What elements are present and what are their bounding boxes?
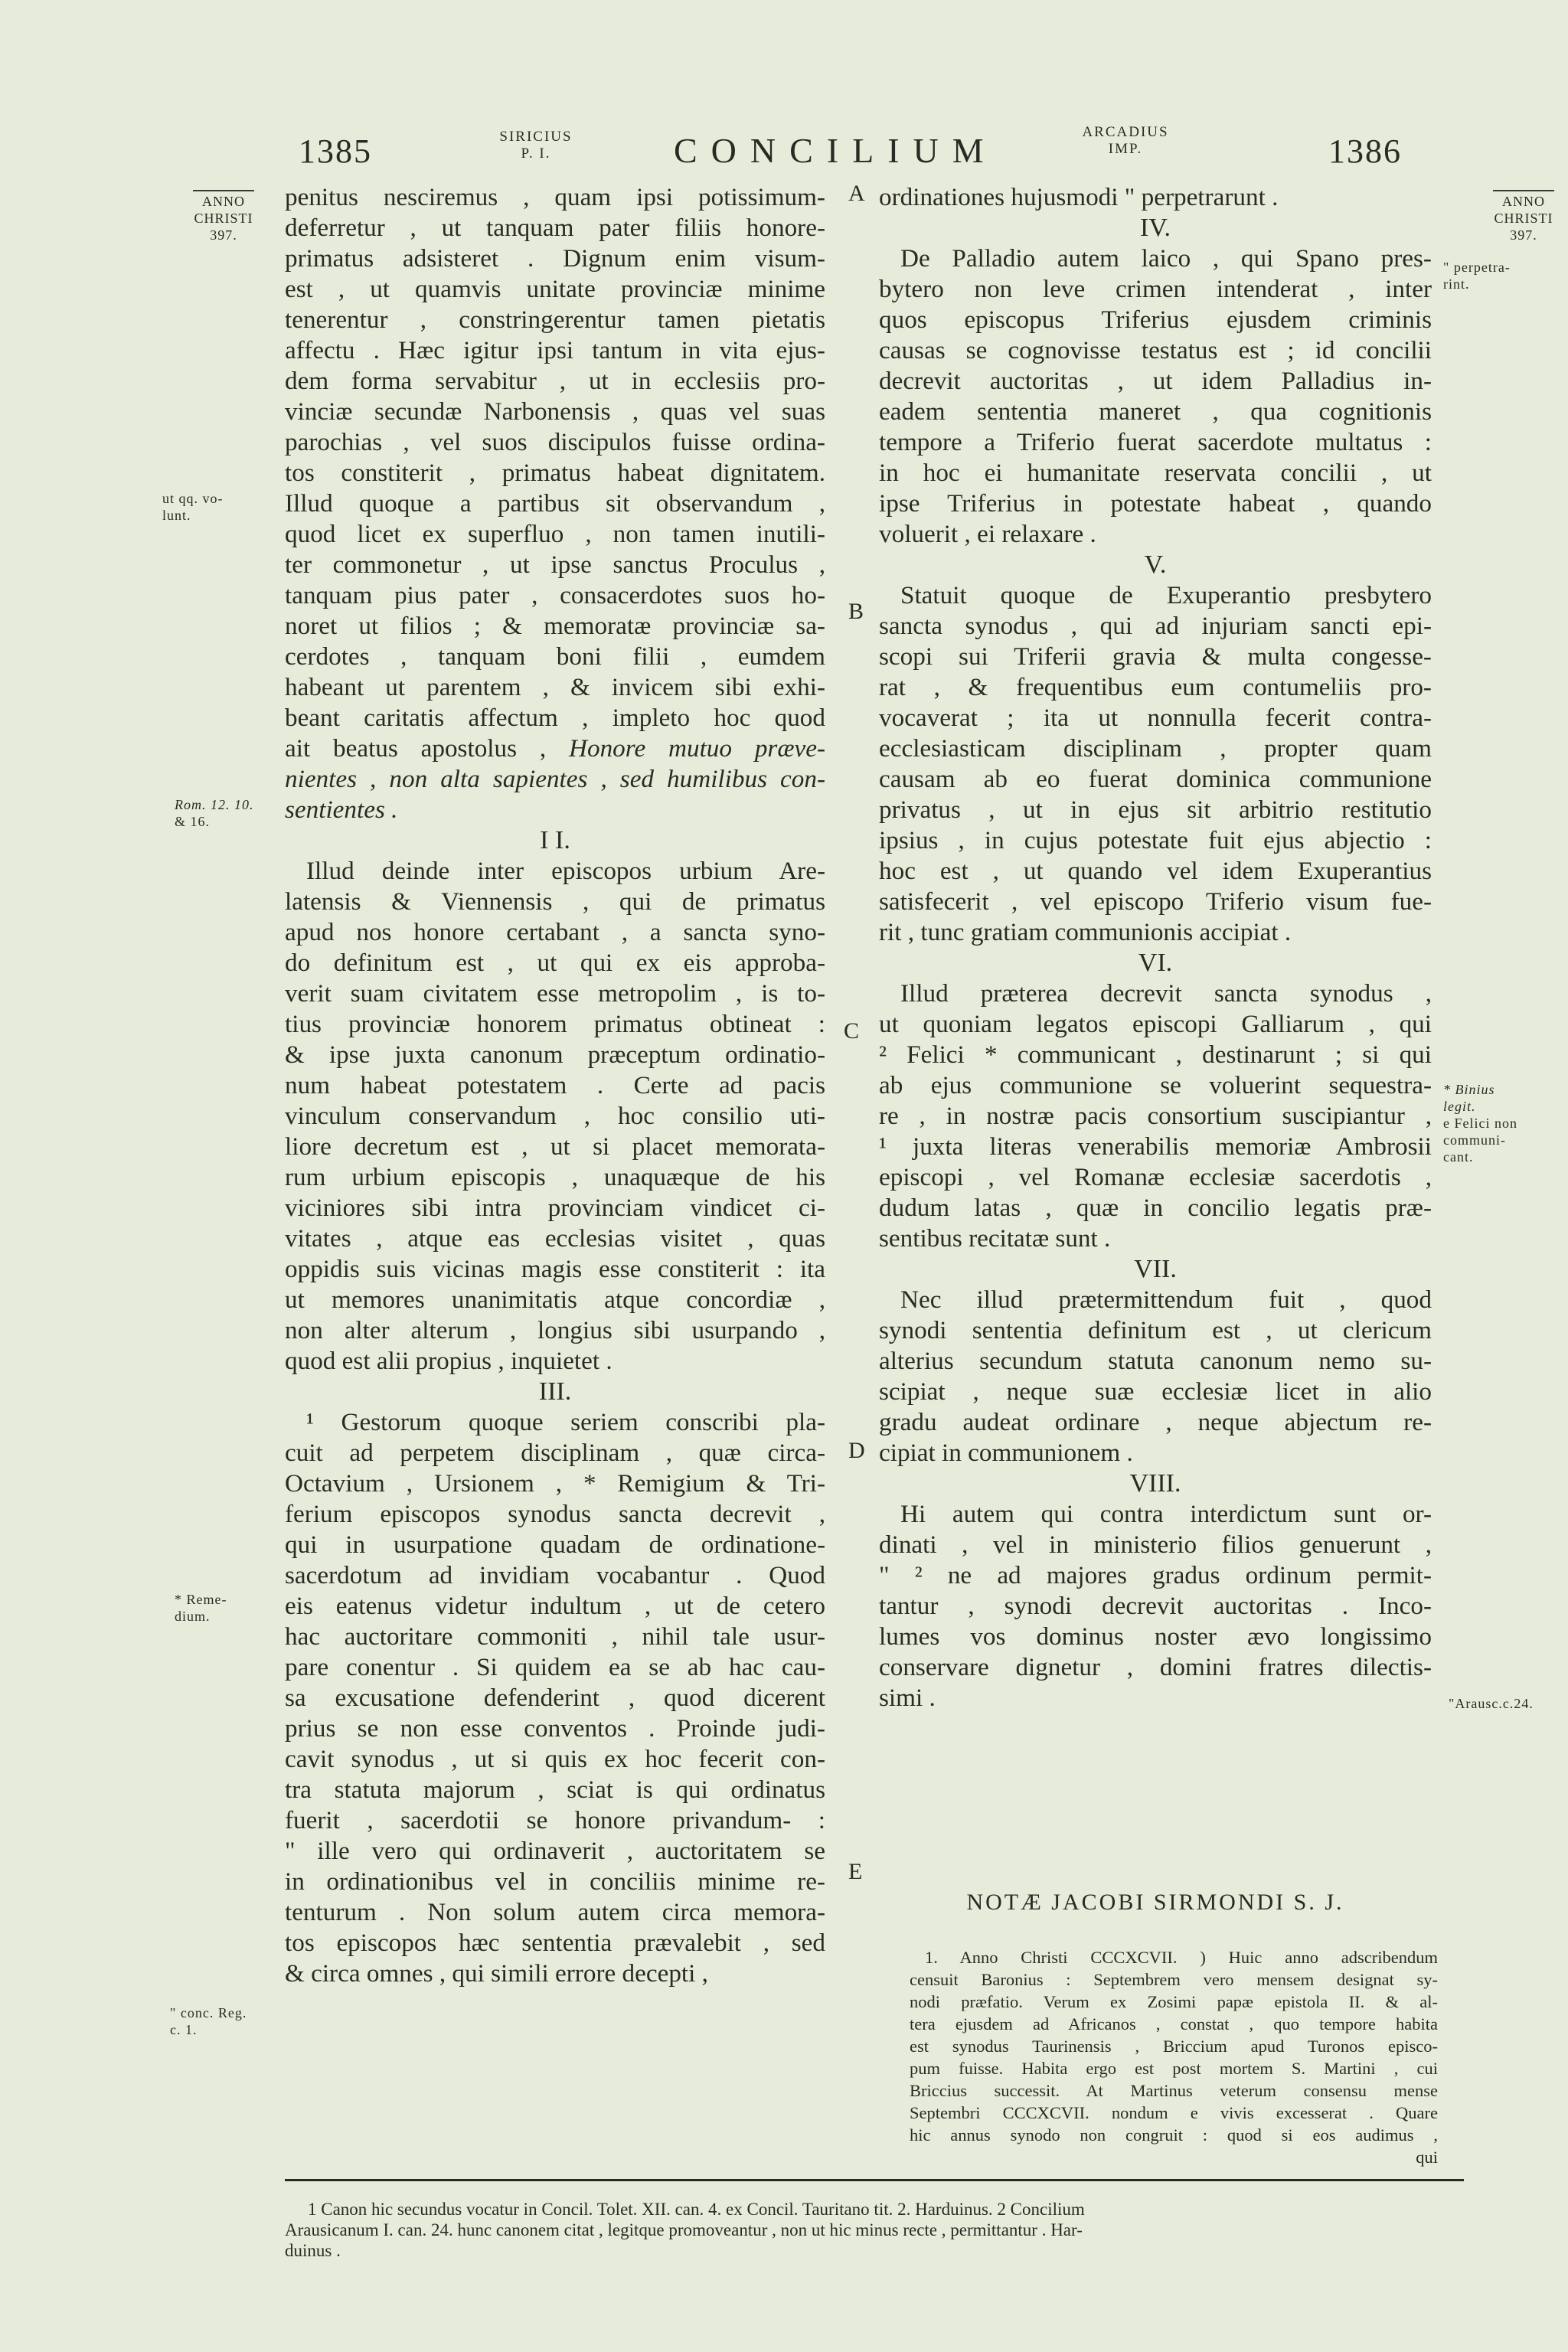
text-line: tos episcopos hæc sententia prævalebit , sed xyxy=(285,1929,825,1957)
section-heading-vii: VII. xyxy=(1134,1255,1177,1283)
text-line: num habeat potestatem . Certe ad pacis xyxy=(285,1071,825,1099)
margin-note-right-3 xyxy=(1449,1695,1563,1712)
text-line: Octavium , Ursionem , * Remigium & Tri- xyxy=(285,1469,825,1498)
text-line: sancta synodus , qui ad injuriam sancti epi- xyxy=(879,612,1432,640)
text-line: rum urbium episcopis , unaquæque de his xyxy=(285,1163,825,1191)
page-number-right: 1386 xyxy=(1328,132,1402,170)
margin-note-line: cant. xyxy=(1443,1149,1474,1165)
text-line: ² Felici * communicant , destinarunt ; si qui xyxy=(879,1040,1432,1069)
text-line: conservare dignetur , domini fratres dilectis- xyxy=(879,1653,1432,1681)
margin-note-line: rint. xyxy=(1443,276,1470,292)
footnote xyxy=(285,2199,1456,2261)
note-line: censuit Baronius : Septembrem vero mensem designat sy- xyxy=(910,1970,1438,1989)
text-line: parochias , vel suos discipulos fuisse ordina- xyxy=(285,428,825,456)
text-line: rit , tunc gratiam communionis accipiat . xyxy=(879,918,1292,946)
left-paragraph-arelatensis xyxy=(285,856,825,1377)
text-line: cuit ad perpetem disciplinam , quæ circa- xyxy=(285,1439,825,1467)
text-line: cipiat in communionem . xyxy=(879,1439,1133,1467)
margin-note-line: e Felici non xyxy=(1443,1116,1517,1131)
text-line: causas se cognovisse testatus est ; id concilii xyxy=(879,336,1432,364)
text-line: ferium episcopos synodus sancta decrevit , xyxy=(285,1500,825,1528)
christi-word: CHRISTI xyxy=(1494,211,1553,226)
running-head-left-line1: SIRICIUS xyxy=(499,129,573,145)
margin-anno-right xyxy=(1481,190,1566,243)
text-line: prius se non esse conventos . Proinde judi- xyxy=(285,1714,825,1743)
note-line: pum fuisse. Habita ergo est post mortem S. Martini , cui xyxy=(910,2059,1438,2078)
text-line: lumes vos dominus noster ævo longissimo xyxy=(879,1622,1432,1651)
margin-note-line: dium. xyxy=(175,1609,211,1624)
footnote-rule xyxy=(285,2179,1464,2181)
text-line: in ordinationibus vel in conciliis minime re- xyxy=(285,1867,825,1896)
text-line: Illud quoque a partibus sit observandum , xyxy=(285,489,825,518)
text-line: vinculum conservandum , hoc consilio uti- xyxy=(285,1102,825,1130)
text-line: do definitum est , ut qui ex eis approba- xyxy=(285,949,825,977)
text-line: dudum latas , quæ in concilio legatis præ- xyxy=(879,1194,1432,1222)
text-line: privatus , ut in ejus sit arbitrio restitutio xyxy=(879,795,1432,824)
text-line: De Palladio autem laico , qui Spano pres- xyxy=(900,244,1432,273)
text-line: habeant ut parentem , & invicem sibi exhi- xyxy=(285,673,825,701)
text-line: gradu audeat ordinare , neque abjectum re- xyxy=(879,1408,1432,1436)
margin-note-left-2 xyxy=(175,796,289,830)
text-line: vitates , atque eas ecclesias visitet , quas xyxy=(285,1224,825,1253)
running-head-left xyxy=(490,129,582,162)
text-line: ordinationes hujusmodi " perpetrarunt . xyxy=(879,183,1279,211)
running-head-right xyxy=(1068,124,1183,158)
notes-title: NOTÆ JACOBI SIRMONDI S. J. xyxy=(966,1890,1344,1915)
anno-word: ANNO xyxy=(202,194,245,209)
left-paragraph-primatus xyxy=(285,182,825,825)
text-line: scipiat , neque suæ ecclesiæ licet in alio xyxy=(879,1377,1432,1406)
margin-note-line: * Reme- xyxy=(175,1592,227,1607)
text-line: non alter alterum , longius sibi usurpando , xyxy=(285,1316,825,1344)
right-paragraph-ordinationes xyxy=(879,182,1432,213)
text-line: apud nos honore certabant , a sancta syno- xyxy=(285,918,825,946)
text-line: Nec illud prætermittendum fuit , quod xyxy=(900,1285,1432,1314)
text-line: rat , & frequentibus eum contumeliis pro- xyxy=(879,673,1432,701)
text-line: in hoc ei humanitate reservata concilii , ut xyxy=(879,459,1432,487)
text-line: ecclesiasticam disciplinam , propter quam xyxy=(879,734,1432,763)
text-line: Hi autem qui contra interdictum sunt or- xyxy=(900,1500,1432,1528)
text-line: dem forma servabitur , ut in ecclesiis pro- xyxy=(285,367,825,395)
text-line: tempore a Triferio fuerat sacerdote multatus : xyxy=(879,428,1432,456)
margin-note-left-3 xyxy=(175,1591,289,1625)
text-line: ipse Triferius in potestate habeat , quando xyxy=(879,489,1432,518)
right-paragraph-palladio xyxy=(879,243,1432,550)
text-line: ¹ juxta literas venerabilis memoriæ Ambrosii xyxy=(879,1132,1432,1161)
text-line: tos constiterit , primatus habeat dignitatem. xyxy=(285,459,825,487)
margin-note-line: communi- xyxy=(1443,1132,1506,1148)
section-heading-ii: I I. xyxy=(540,826,570,854)
margin-note-line: * Binius xyxy=(1443,1082,1495,1097)
right-paragraph-clericum xyxy=(879,1285,1432,1468)
right-paragraph-exuperantio xyxy=(879,580,1432,948)
right-column xyxy=(879,182,1432,1713)
text-line: sacerdotum ad invidiam vocabantur . Quod xyxy=(285,1561,825,1589)
right-paragraph-interdictum xyxy=(879,1499,1432,1713)
text-line: dinati , vel in ministerio filios genuerunt , xyxy=(879,1530,1432,1559)
text-line: hoc est , ut quando vel idem Exuperantius xyxy=(879,857,1432,885)
text-line: tenturum . Non solum autem circa memora- xyxy=(285,1898,825,1926)
margin-note-left-4 xyxy=(170,2004,285,2038)
text-line: tra statuta majorum , sciat is qui ordinatus xyxy=(285,1775,825,1804)
text-line: " ² ne ad majores gradus ordinum permit- xyxy=(879,1561,1432,1589)
text-line: qui in usurpatione quadam de ordinatione- xyxy=(285,1530,825,1559)
text-line: quod licet ex superfluo , non tamen inutili- xyxy=(285,520,825,548)
margin-note-line: c. 1. xyxy=(170,2022,198,2037)
footnote-line: Arausicanum I. can. 24. hunc canonem citat , legitque promoveantur , non ut hic minus recte , permittantur . Har- xyxy=(285,2220,1083,2239)
section-letter-b: B xyxy=(848,599,864,624)
section-letter-a: A xyxy=(848,181,865,206)
text-line: re , in nostræ pacis consortium suscipiantur , xyxy=(879,1102,1432,1130)
notes-body xyxy=(910,1946,1438,2168)
text-line: hac auctoritare commoniti , nihil tale usur- xyxy=(285,1622,825,1651)
text-line: quos episcopus Triferius ejusdem criminis xyxy=(879,305,1432,334)
text-line: tanquam pius pater , consacerdotes suos ho- xyxy=(285,581,825,609)
margin-note-line: ut qq. vo- xyxy=(162,491,224,506)
note-line: tera ejusdem ad Africanos , constat , quo tempore habita xyxy=(910,2014,1438,2034)
text-line: vocaverat ; ita ut nonnulla fecerit contra- xyxy=(879,704,1432,732)
margin-note-line: " perpetra- xyxy=(1443,260,1511,275)
text-line: bytero non leve crimen intenderat , inter xyxy=(879,275,1432,303)
margin-note-line: & 16. xyxy=(175,814,211,829)
section-heading-v: V. xyxy=(1144,550,1167,579)
section-letter-e: E xyxy=(848,1859,863,1884)
text-line: noret ut filios ; & memoratæ provinciæ sa- xyxy=(285,612,825,640)
text-line: ut quoniam legatos episcopi Galliarum , qui xyxy=(879,1010,1432,1038)
text-line: sentibus recitatæ sunt . xyxy=(879,1224,1111,1253)
margin-rule xyxy=(1493,190,1554,191)
note-line: est synodus Taurinensis , Briccium apud Turonos episco- xyxy=(910,2037,1438,2056)
margin-anno-left xyxy=(178,190,270,243)
text-line: deferretur , ut tanquam pater filiis honore- xyxy=(285,214,825,242)
text-line: ¹ Gestorum quoque seriem conscribi pla- xyxy=(306,1408,825,1436)
text-line: beant caritatis affectum , impleto hoc quod xyxy=(285,704,825,732)
margin-note-line: lunt. xyxy=(162,508,191,523)
text-line: " ille vero qui ordinaverit , auctoritatem se xyxy=(285,1837,825,1865)
running-head-right-line2: IMP. xyxy=(1108,141,1143,157)
section-heading-vi: VI. xyxy=(1138,949,1173,977)
text-fragment: ait beatus apostolus , xyxy=(285,734,570,763)
text-line: cavit synodus , ut si quis ex hoc fecerit con- xyxy=(285,1745,825,1773)
text-line: est , ut quamvis unitate provinciæ minime xyxy=(285,275,825,303)
note-line: nodi præfatio. Verum ex Zosimi papæ epistola II. & al- xyxy=(910,1992,1438,2011)
text-line: nientes , non alta sapientes , sed humilibus con- xyxy=(285,765,825,793)
left-column xyxy=(285,182,825,1989)
text-line: sa excusatione defenderint , quod dicerent xyxy=(285,1684,825,1712)
text-line: penitus nesciremus , quam ipsi potissimum- xyxy=(285,183,825,211)
margin-note-line: legit. xyxy=(1443,1099,1476,1114)
text-line: decrevit auctoritas , ut idem Palladius in- xyxy=(879,367,1432,395)
section-heading-iii: III. xyxy=(538,1377,572,1406)
section-letter-d: D xyxy=(848,1438,865,1463)
text-line: quod est alii propius , inquietet . xyxy=(285,1347,612,1375)
christi-word: CHRISTI xyxy=(194,211,253,226)
text-line: ipsius , in cujus potestate fuit ejus abjectio : xyxy=(879,826,1432,854)
note-line: hic annus synodo non congruit : quod si eos audimus , xyxy=(910,2125,1438,2145)
note-line: Septembri CCCXCVII. nondum e vivis excesserat . Quare xyxy=(910,2103,1438,2122)
section-heading-viii: VIII. xyxy=(1129,1469,1181,1498)
text-line: cerdotes , tanquam boni filii , eumdem xyxy=(285,642,825,671)
text-line: tantur , synodi decrevit auctoritas . Inco- xyxy=(879,1592,1432,1620)
text-line: fuerit , sacerdotii se honore privandum- : xyxy=(285,1806,825,1834)
text-line: verit suam civitatem esse metropolim , is to- xyxy=(285,979,825,1008)
margin-note-right-1 xyxy=(1443,259,1558,292)
text-line: scopi sui Triferii gravia & multa congesse- xyxy=(879,642,1432,671)
text-line: tius provinciæ honorem primatus obtineat : xyxy=(285,1010,825,1038)
text-line: eadem sententia maneret , qua cognitionis xyxy=(879,397,1432,426)
note-line: qui xyxy=(1416,2148,1438,2167)
text-line: primatus adsisteret . Dignum enim visum- xyxy=(285,244,825,273)
text-line: causam ab eo fuerat dominica communione xyxy=(879,765,1432,793)
margin-note-right-2 xyxy=(1443,1081,1558,1165)
running-head-left-line2: P. I. xyxy=(521,145,551,162)
page-number-left: 1385 xyxy=(299,132,372,170)
text-line: affectu . Hæc igitur ipsi tantum in vita ejus- xyxy=(285,336,825,364)
text-line: synodi sententia definitum est , ut clericum xyxy=(879,1316,1432,1344)
text-line: simi . xyxy=(879,1684,936,1712)
footnote-line: 1 Canon hic secundus vocatur in Concil. Tolet. XII. can. 4. ex Concil. Tauritano tit. 2. Harduinus. 2 Concilium xyxy=(308,2200,1085,2219)
text-line: ab ejus communione se voluerint sequestra- xyxy=(879,1071,1432,1099)
page-title: CONCILIUM xyxy=(674,131,998,170)
text-line: tenerentur , constringerentur tamen pietatis xyxy=(285,305,825,334)
text-line: alterius secundum statuta canonum nemo su- xyxy=(879,1347,1432,1375)
section-letter-c: C xyxy=(844,1018,860,1044)
left-paragraph-gestorum xyxy=(285,1407,825,1989)
text-line: voluerit , ei relaxare . xyxy=(879,520,1096,548)
anno-word: ANNO xyxy=(1502,194,1545,209)
text-line: episcopi , vel Romanæ ecclesiæ sacerdotis , xyxy=(879,1163,1432,1191)
margin-note-line: Rom. 12. 10. xyxy=(175,797,254,812)
text-line: ter commonetur , ut ipse sanctus Proculus , xyxy=(285,550,825,579)
margin-note-line: " conc. Reg. xyxy=(170,2005,247,2020)
anno-year: 397. xyxy=(210,227,237,243)
margin-rule xyxy=(193,190,254,191)
running-head-right-line1: ARCADIUS xyxy=(1082,124,1169,140)
text-line: Illud præterea decrevit sancta synodus , xyxy=(900,979,1432,1008)
text-line: viciniores sibi intra provinciam vindicet ci- xyxy=(285,1194,825,1222)
text-line: ut memores unanimitatis atque concordiæ , xyxy=(285,1285,825,1314)
text-line: liore decretum est , ut si placet memorata- xyxy=(285,1132,825,1161)
text-line: vinciæ secundæ Narbonensis , quas vel suas xyxy=(285,397,825,426)
note-line: 1. Anno Christi CCCXCVII. ) Huic anno adscribendum xyxy=(925,1948,1438,1967)
text-line: oppidis suis vicinas magis esse constiterit : ita xyxy=(285,1255,825,1283)
text-line: sentientes . xyxy=(285,795,398,824)
quotation-fragment: Honore mutuo præve- xyxy=(569,734,825,763)
right-paragraph-legatos xyxy=(879,978,1432,1254)
margin-note-line: "Arausc.c.24. xyxy=(1449,1696,1534,1711)
margin-note-left-1 xyxy=(162,490,277,524)
text-line: & ipse juxta canonum præceptum ordinatio- xyxy=(285,1040,825,1069)
note-line: Briccius successit. At Martinus veterum consensu mense xyxy=(910,2081,1438,2100)
text-line: Statuit quoque de Exuperantio presbytero xyxy=(900,581,1432,609)
text-line: pare conentur . Si quidem ea se ab hac cau- xyxy=(285,1653,825,1681)
footnote-line: duinus . xyxy=(285,2241,341,2260)
text-line: & circa omnes , qui simili errore decepti , xyxy=(285,1959,708,1988)
text-line: Illud deinde inter episcopos urbium Are- xyxy=(306,857,825,885)
text-line: satisfecerit , vel episcopo Triferio visum fue- xyxy=(879,887,1432,916)
text-line xyxy=(285,733,825,764)
text-line: latensis & Viennensis , qui de primatus xyxy=(285,887,825,916)
text-line: eis eatenus videtur indultum , ut de cetero xyxy=(285,1592,825,1620)
section-heading-iv: IV. xyxy=(1140,214,1171,242)
anno-year: 397. xyxy=(1510,227,1537,243)
